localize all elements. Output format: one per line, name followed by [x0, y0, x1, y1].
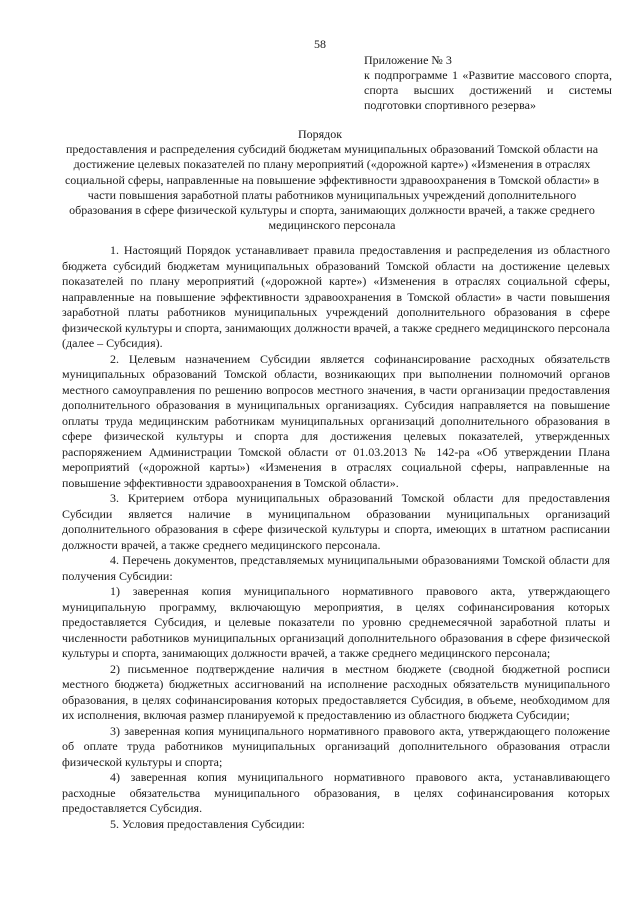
- list-item-2: 2) письменное подтверждение наличия в местном бюджете (сводной бюджетной росписи местного бюджета) бюджетных ассигнований на исполнение расходных обязательств муниципального образования, в целях софинансирования которых предоставляется Субсидия, в объеме, необходимом для их исполнения, включая размер планируемой к предоставлению из областного бюджета Субсидии;: [62, 661, 610, 722]
- appendix-title: Приложение № 3: [364, 53, 452, 67]
- document-title: Порядок: [297, 127, 343, 141]
- document-body: [62, 243, 610, 832]
- appendix-reference: к подпрограмме 1 «Развитие массового спорта, спорта высших достижений и системы подготовки спортивного резерва»: [364, 68, 612, 112]
- paragraph-3: 3. Критерием отбора муниципальных образований Томской области для предоставления Субсидии является наличие в муниципальном образовании муниципальных организаций дополнительного образования в сфере физической культуры и спорта, имеющих в штатном расписании должности врачей, а также среднего медицинского персонала.: [62, 491, 610, 552]
- list-item-4: 4) заверенная копия муниципального нормативного правового акта, устанавливающего расходные обязательства муниципального образования, в целях софинансирования которых предоставляется Субсидия.: [62, 770, 610, 815]
- paragraph-5: 5. Условия предоставления Субсидии:: [110, 816, 305, 831]
- list-item-1: 1) заверенная копия муниципального нормативного правового акта, утверждающего муниципальную программу, включающую мероприятия, в целях софинансирования которых предоставляется Субсидия, и целевые показатели по уровню среднемесячной заработной платы и численности работников муниципальных организаций дополнительного образования в сфере физической культуры и спорта, занимающих должности врачей, а также среднего медицинского персонала;: [62, 584, 610, 660]
- paragraph-4: 4. Перечень документов, представляемых муниципальными образованиями Томской области для получения Субсидии:: [62, 553, 610, 583]
- paragraph-2: 2. Целевым назначением Субсидии является софинансирование расходных обязательств муниципальных образований Томской области, возникающих при выполнении полномочий органов местного самоуправления по решению вопросов местного значения, в части организации предоставления дополнительного образования в муниципальных организациях. Субсидия направляется на повышение оплаты труда медицинским работникам муниципальных организаций дополнительного образования в сфере физической культуры и спорта для достижения целевых показателей, утвержденных распоряжением Администрации Томской области от 01.03.2013 № 142-ра «Об утверждении Плана мероприятий («дорожной карты») «Изменения в отраслях социальной сферы, направленные на повышение эффективности здравоохранения в Томской области».: [62, 351, 610, 490]
- page-number: 58: [314, 37, 326, 51]
- paragraph-1: 1. Настоящий Порядок устанавливает правила предоставления и распределения из областного бюджета субсидий бюджетам муниципальных образований Томской области на достижение целевых показателей по плану мероприятий («дорожной карте») «Изменения в отраслях социальной сферы, направленные на повышение эффективности здравоохранения в Томской области» в части повышения заработной платы работников муниципальных учреждений дополнительного образования в сфере физической культуры и спорта, занимающих должности врачей, а также среднего медицинского персонала (далее – Субсидия).: [62, 243, 610, 350]
- list-item-3: 3) заверенная копия муниципального нормативного правового акта, утверждающего положение об оплате труда работников муниципальных организаций дополнительного образования отрасли физической культуры и спорта;: [62, 723, 610, 769]
- appendix-header: [364, 53, 612, 113]
- document-subtitle: предоставления и распределения субсидий бюджетам муниципальных образований Томской области на достижение целевых показателей по плану мероприятий («дорожной карте») «Изменения в отраслях социальной сферы, направленные на повышение эффективности здравоохранения в Томской области» в части повышения заработной платы работников муниципальных учреждений дополнительного образования в сфере физической культуры и спорта, занимающих должности врачей, а также среднего медицинского персонала: [64, 142, 600, 233]
